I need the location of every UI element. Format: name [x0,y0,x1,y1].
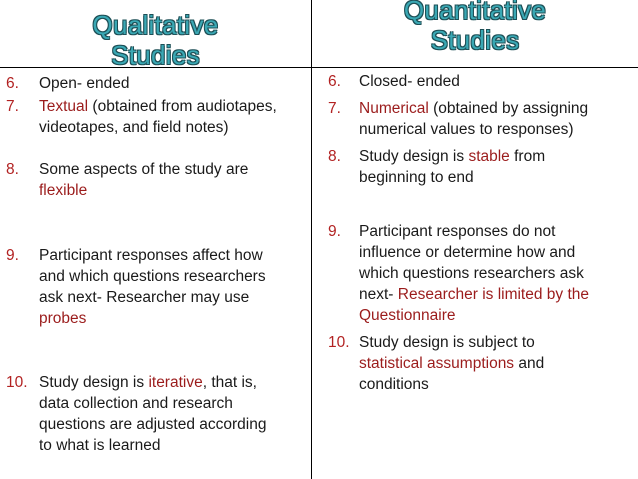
highlighted-term: Researcher is limited by the [397,286,590,303]
item-text-segment: numerical values to responses) [359,121,574,138]
item-number: 8. [6,161,19,178]
item-text-segment: videotapes, and field notes) [39,119,229,136]
highlighted-term: Questionnaire [359,307,456,324]
item-text-line [39,287,314,308]
highlighted-term: Numerical [359,100,429,117]
item-text-segment: Open- ended [39,75,130,92]
item-text-line [39,266,314,287]
item-text-segment: from [509,148,546,165]
item-text-line [39,117,314,138]
item-text-line [39,414,314,435]
highlighted-term: iterative [148,374,203,391]
item-text [39,372,314,456]
item-text-segment: and [514,355,545,372]
item-text-segment: to what is learned [39,437,161,454]
item-number: 10. [6,374,28,391]
item-text [39,73,314,94]
highlighted-term: statistical assumptions [359,355,515,372]
item-text-line [359,146,634,167]
qualitative-heading-line2: Studies [111,40,200,70]
item-text-segment: next- [359,286,398,303]
item-text [359,332,634,395]
highlighted-term: probes [39,310,87,327]
item-text-line [359,332,634,353]
item-text-segment: and which questions researchers [39,268,266,285]
item-text [39,159,314,201]
item-text [359,98,634,140]
item-text-segment: (obtained by assigning [428,100,589,117]
item-text [359,71,634,92]
item-text-segment: Participant responses affect how [39,247,263,264]
item-number: 6. [6,75,19,92]
item-text-line [359,242,634,263]
item-text [359,146,634,188]
item-text-line [359,119,634,140]
item-text-segment: Some aspects of the study are [39,161,249,178]
item-text-line [359,98,634,119]
item-number: 7. [6,98,19,115]
quantitative-heading-line1: Quantitative [403,0,547,25]
item-text-line [359,305,634,326]
item-text-line [39,159,314,180]
item-text [359,221,634,326]
item-number: 10. [328,334,350,351]
highlighted-term: flexible [39,182,88,199]
item-text-segment: beginning to end [359,169,474,186]
item-text-line [359,71,634,92]
item-text-line [359,353,634,374]
highlighted-term: stable [468,148,510,165]
item-text-segment: Study design is [359,148,469,165]
quantitative-heading-line2: Studies [430,25,520,55]
qualitative-heading [0,10,311,70]
item-text-line [359,263,634,284]
item-text [39,96,314,138]
item-number: 6. [328,73,341,90]
item-text-segment: data collection and research [39,395,233,412]
item-text-line [39,96,314,117]
item-text-segment: (obtained from audiotapes, [88,98,277,115]
quantitative-heading [312,0,638,55]
item-text-line [359,221,634,242]
item-text-line [39,245,314,266]
item-number: 9. [328,223,341,240]
item-number: 9. [6,247,19,264]
item-text-line [359,284,634,305]
item-text-line [39,393,314,414]
item-text-segment: Study design is [39,374,149,391]
item-text-segment: Closed- ended [359,73,460,90]
item-text-segment: influence or determine how and [359,244,576,261]
qualitative-heading-line1: Qualitative [92,10,219,40]
item-text-line [39,180,314,201]
item-text-line [39,372,314,393]
highlighted-term: Textual [39,98,89,115]
item-text-segment: Participant responses do not [359,223,556,240]
item-text-line [359,374,634,395]
item-number: 7. [328,100,341,117]
item-text [39,245,314,329]
item-text-line [39,308,314,329]
item-text-segment: , that is, [202,374,257,391]
item-text-segment: conditions [359,376,429,393]
item-text-line [359,167,634,188]
item-text-segment: which questions researchers ask [359,265,584,282]
item-number: 8. [328,148,341,165]
item-text-segment: questions are adjusted according [39,416,267,433]
item-text-line [39,435,314,456]
item-text-line [39,73,314,94]
item-text-segment: Study design is subject to [359,334,535,351]
item-text-segment: ask next- Researcher may use [39,289,250,306]
